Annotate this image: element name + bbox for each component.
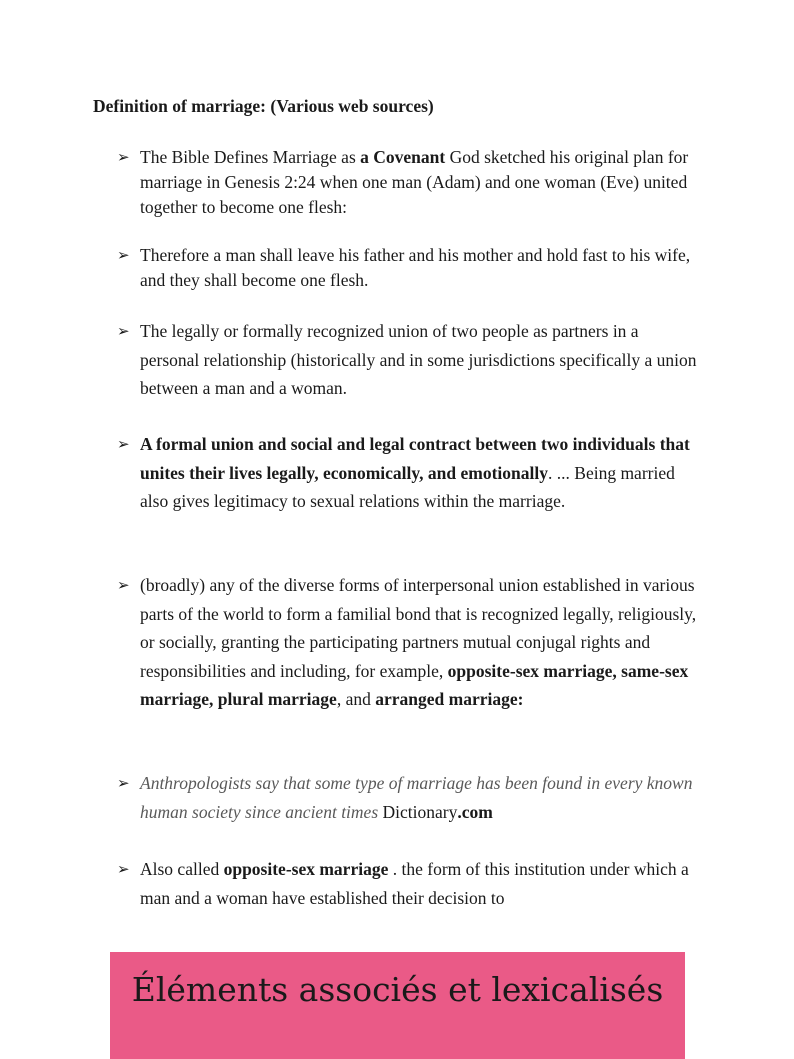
text-run: . the form of this institution under which a man and a woman have established their decision to [140,859,689,908]
text-run: God sketched his original plan for marriage in Genesis 2:24 when one man (Adam) and one woman (Eve) united together to become one flesh: [140,147,689,217]
bullet-text [140,855,697,912]
bullet-one-flesh [117,243,697,293]
arrow-bullet-icon: ➢ [117,435,130,453]
text-run: The legally or formally recognized union of two people as partners in a personal relationship (historically and in some jurisdictions specifically a union between a man and a woman. [140,321,697,398]
bullet-text [140,571,697,714]
bullet-text [140,769,697,826]
bold-run: a Covenant [360,147,446,167]
bullet-legal-union [117,317,697,403]
bullet-text [140,145,697,220]
bullet-formal-union [117,430,697,516]
text-run: . ... Being married also gives legitimacy to sexual relations within the marriage. [140,462,675,511]
bold-run: .com [457,801,493,822]
bullet-text [140,317,697,403]
bullet-anthropologists [117,769,697,826]
bold-run: opposite-sex marriage, same-sex marriage, plural marriage [140,660,689,709]
arrow-bullet-icon: ➢ [117,148,130,166]
bold-run: opposite-sex marriage [223,859,389,879]
bullet-also-called [117,855,697,912]
arrow-bullet-icon: ➢ [117,774,130,792]
page-heading: Definition of marriage: (Various web sources) [93,96,434,116]
arrow-bullet-icon: ➢ [117,246,130,264]
arrow-bullet-icon: ➢ [117,322,130,340]
text-run: Therefore a man shall leave his father and his mother and hold fast to his wife, and they shall become one flesh. [140,245,691,290]
text-run: , and [336,689,376,709]
text-run: (broadly) any of the diverse forms of interpersonal union established in various parts of the world to form a familial bond that is recognized legally, religiously, or socially, granting the participating partners mutual conjugal rights and responsibilities and including, for example, [140,575,697,681]
arrow-bullet-icon: ➢ [117,860,130,878]
related-elements-banner[interactable] [110,952,685,1059]
bullet-covenant [117,145,697,220]
text-run: The Bible Defines Marriage as [140,147,361,167]
bullet-text [140,430,697,516]
text-run: Dictionary [378,801,458,822]
bullet-text [140,243,697,293]
bold-run: arranged marriage: [375,689,524,709]
bold-run: A formal union and social and legal contract between two individuals that unites their lives legally, economically, and emotionally [140,434,690,483]
italic-run: Anthropologists say that some type of marriage has been found in every known human society since ancient times [140,773,693,822]
bullet-broadly [117,571,697,714]
text-run: Also called [140,859,224,879]
arrow-bullet-icon: ➢ [117,576,130,594]
banner-title: Éléments associés et lexicalisés [131,970,664,1009]
